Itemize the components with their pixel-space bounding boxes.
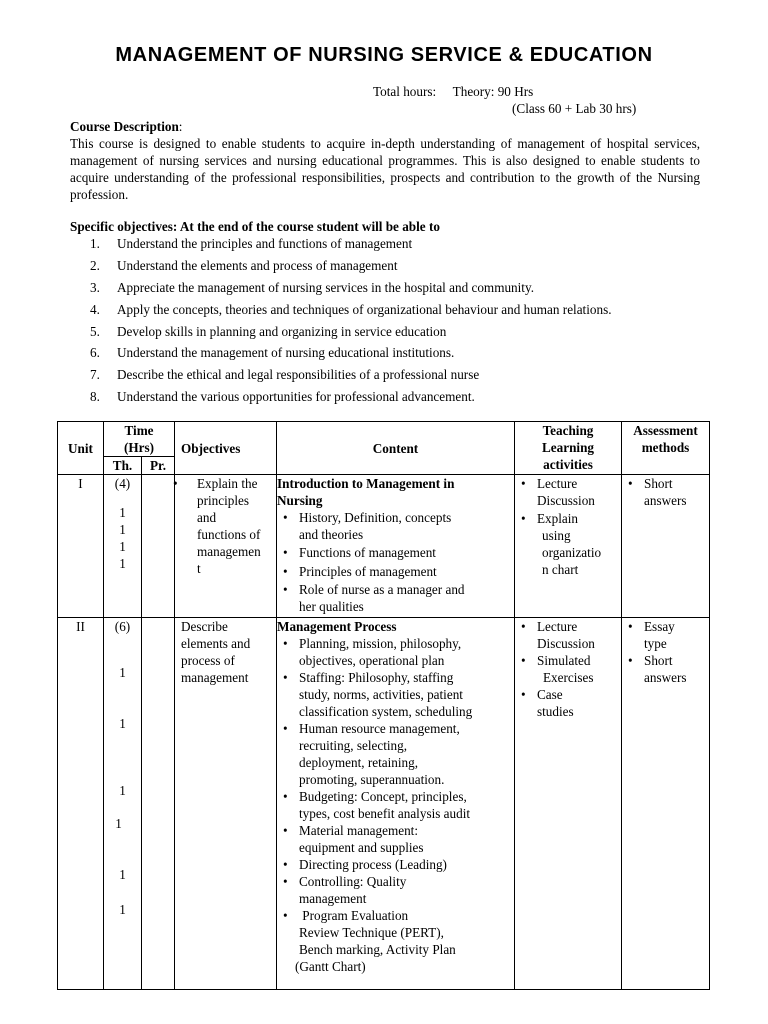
content-cell: Introduction to Management in Nursing • History, Definition, concepts and theories • Functions of management • Principles of management • Role of nurse as a manager and her qualities — [277, 475, 515, 618]
teaching-cell — [515, 475, 622, 618]
list-item: • Human resource management, recruiting, selecting, deployment, retaining, promoting, superannuation. — [277, 720, 514, 788]
syllabus-table — [57, 421, 710, 990]
table-row — [58, 618, 710, 990]
theory-hours: Theory: 90 Hrs — [452, 84, 534, 99]
objective-item: 6. Understand the management of nursing educational institutions. — [90, 345, 455, 361]
list-item: • Lecture Discussion — [515, 618, 621, 652]
assessment-cell — [622, 618, 710, 990]
list-item: • Essay type — [622, 618, 709, 652]
list-item: • Simulated Exercises — [515, 652, 621, 686]
header-content: Content — [277, 422, 515, 475]
list-item: • Planning, mission, philosophy, objectives, operational plan — [277, 635, 514, 669]
list-item: • Staffing: Philosophy, staffing study, norms, activities, patient classification system, scheduling — [277, 669, 514, 720]
objectives-list — [90, 236, 612, 411]
objective-item: 1. Understand the principles and functions of management — [90, 236, 413, 251]
table-row — [58, 475, 710, 618]
list-item: • Short answers — [622, 652, 709, 686]
unit-number: I — [58, 475, 104, 618]
objectives-heading: Specific objectives: At the end of the course student will be able to — [70, 219, 440, 234]
objective-item: 8. Understand the various opportunities for professional advancement. — [90, 389, 475, 405]
list-item: • Principles of management — [277, 563, 514, 580]
total-hours — [373, 84, 533, 100]
header-assessment: Assessment methods — [622, 422, 710, 475]
total-hours-label: Total hours: — [373, 84, 437, 99]
course-description-text: This course is designed to enable students to acquire in-depth understanding of management of hospital services, management of nursing services and nursing educational programmes. This is also designed to enable students to acquire understanding of the professional responsibilities, prospects and contribution to the growth of the Nursing profession. — [70, 136, 700, 202]
list-item: • Program Evaluation Review Technique (PERT), Bench marking, Activity Plan (Gantt Chart) — [277, 907, 514, 975]
objective-item: 7. Describe the ethical and legal responsibilities of a professional nurse — [90, 367, 480, 383]
objective-item: 2. Understand the elements and process of management — [90, 257, 398, 273]
theory-hours-cell: (6) 1 1 1 1 1 1 — [104, 618, 142, 990]
header-time: Time (Hrs) — [104, 422, 175, 457]
hours-breakdown: (Class 60 + Lab 30 hrs) — [512, 101, 637, 116]
content-cell: Management Process • Planning, mission, philosophy, objectives, operational plan • Staffing: Philosophy, staffing study, norms, activities, patient classification system, scheduling • Human resource management, recruiting, selecting, deployment, retaining, promoting, superannuation. • Budgeting: Concept, principles, types, cost benefit analysis audit • Material management: equipment and supplies • Directing process (Leading) • Controlling: Quality management • Program Evaluation Review Technique (PERT), Bench marking, Activity Plan (Gantt Chart) — [277, 618, 515, 990]
header-unit: Unit — [58, 422, 104, 475]
list-item: • Controlling: Quality management — [277, 873, 514, 907]
list-item: • Lecture Discussion — [515, 475, 621, 509]
list-item: • Material management: equipment and supplies — [277, 822, 514, 856]
list-item: • Role of nurse as a manager and her qualities — [277, 581, 514, 615]
assessment-cell — [622, 475, 710, 618]
objective-item: 4. Apply the concepts, theories and techniques of organizational behaviour and human relations. — [90, 301, 612, 317]
objectives-cell: Describe elements and process of management — [175, 618, 277, 990]
list-item: • Functions of management — [277, 544, 514, 561]
course-description: Course Description: This course is designed to enable students to acquire in-depth understanding of management of hospital services, management of nursing services and nursing educational programmes. This is also designed to enable students to acquire understanding of the professional responsibilities, prospects and contribution to the growth of the Nursing profession. — [70, 119, 700, 202]
course-description-label: Course Description — [70, 119, 179, 134]
practical-hours-cell — [142, 618, 175, 990]
list-item: • Short answers — [622, 475, 709, 509]
list-item: • Case studies — [515, 686, 621, 720]
header-th: Th. — [104, 457, 142, 475]
teaching-cell — [515, 618, 622, 990]
list-item: • Directing process (Leading) — [277, 856, 514, 873]
header-objectives: Objectives — [175, 422, 277, 475]
objective-item: 5. Develop skills in planning and organizing in service education — [90, 323, 447, 339]
list-item: • History, Definition, concepts and theories — [277, 509, 514, 543]
theory-hours-cell: (4) 1 1 1 1 — [104, 475, 142, 618]
unit-number: II — [58, 618, 104, 990]
list-item: • Budgeting: Concept, principles, types, cost benefit analysis audit — [277, 788, 514, 822]
practical-hours-cell — [142, 475, 175, 618]
header-pr: Pr. — [142, 457, 175, 475]
objective-item: 3. Appreciate the management of nursing services in the hospital and community. — [90, 279, 534, 295]
list-item: • Explain using organizatio n chart — [515, 510, 621, 578]
objectives-cell: • Explain the principles and functions of managemen t — [175, 475, 277, 618]
header-teaching: Teaching Learning activities — [515, 422, 622, 475]
page-title: MANAGEMENT OF NURSING SERVICE & EDUCATION — [115, 44, 653, 66]
